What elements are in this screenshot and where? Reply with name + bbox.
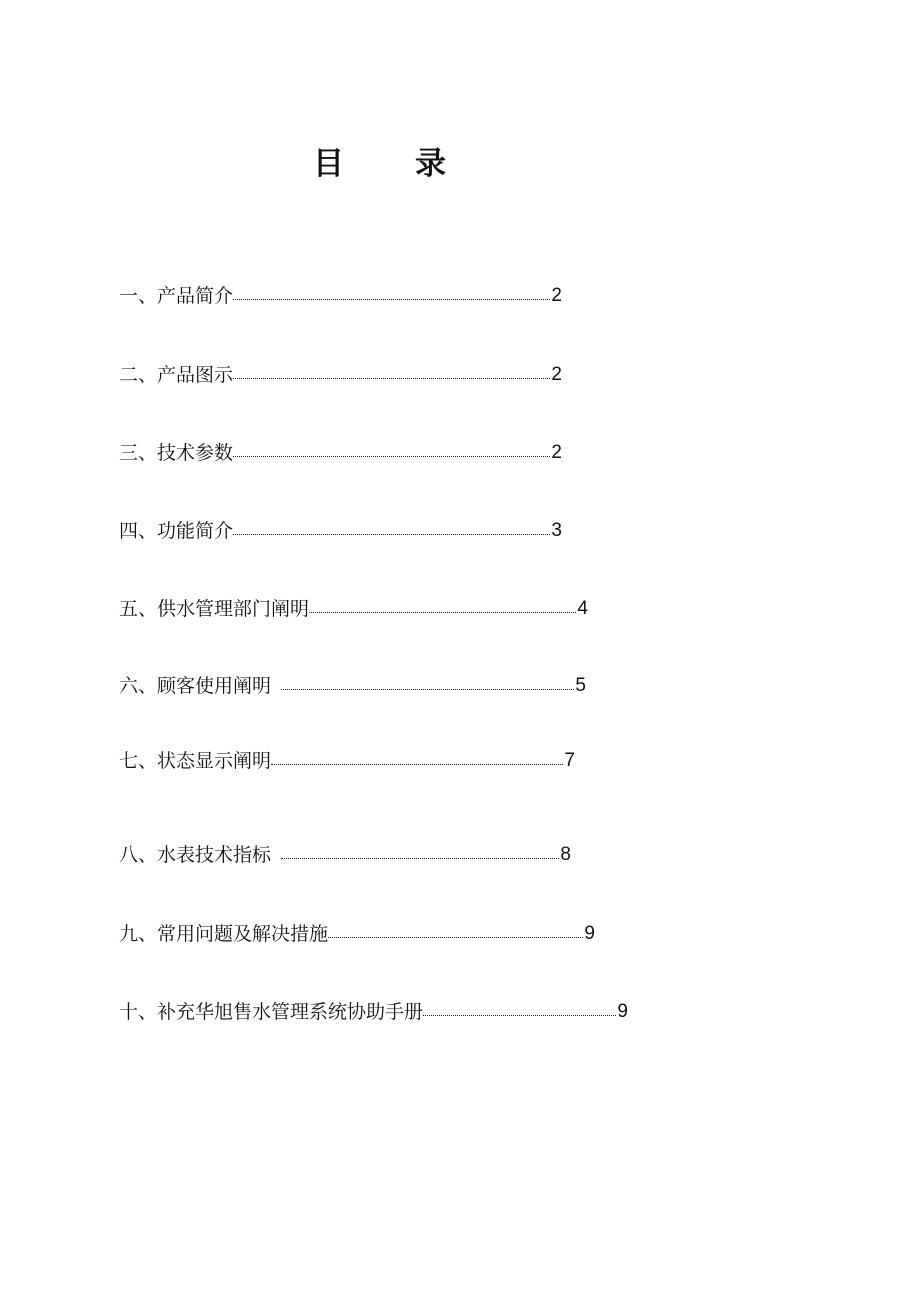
- dot-leader: [328, 919, 584, 949]
- dot-leader: [233, 438, 551, 468]
- toc-entry-page: 2: [551, 442, 562, 463]
- toc-entry-page: 7: [564, 750, 575, 771]
- toc-entry-page: 9: [617, 1001, 628, 1022]
- dot-leader: [281, 840, 560, 870]
- toc-entry-10[interactable]: [119, 997, 628, 1027]
- toc-entry-9[interactable]: [119, 919, 595, 949]
- toc-entry-2[interactable]: [119, 360, 562, 390]
- dot-leader: [423, 997, 617, 1027]
- dot-leader: [233, 360, 551, 390]
- toc-title: [0, 142, 920, 186]
- toc-entry-label: 八、水表技术指标: [119, 844, 272, 866]
- dot-leader: [271, 746, 564, 776]
- toc-entry-label: 九、常用问题及解决措施: [119, 923, 329, 945]
- toc-entry-label: 三、技术参数: [119, 442, 234, 464]
- toc-entry-1[interactable]: [119, 281, 562, 311]
- toc-entry-label: 一、产品简介: [119, 285, 234, 307]
- toc-entry-3[interactable]: [119, 438, 562, 468]
- toc-entry-label: 二、产品图示: [119, 364, 234, 386]
- dot-leader: [281, 671, 575, 701]
- toc-entry-label: 五、供水管理部门阐明: [119, 598, 310, 620]
- toc-entry-page: 5: [575, 675, 586, 696]
- toc-entry-7[interactable]: [119, 746, 575, 776]
- dot-leader: [233, 516, 551, 546]
- toc-entry-5[interactable]: [119, 594, 588, 624]
- toc-entry-8[interactable]: [119, 840, 571, 870]
- toc-entry-6[interactable]: [119, 671, 586, 701]
- dot-leader: [233, 281, 551, 311]
- toc-entry-page: 8: [560, 844, 571, 865]
- toc-entry-page: 3: [551, 520, 562, 541]
- toc-entry-label: 六、顾客使用阐明: [119, 675, 272, 697]
- toc-entry-label: 十、补充华旭售水管理系统协助手册: [119, 1001, 424, 1023]
- toc-entry-page: 4: [577, 598, 588, 619]
- toc-entry-page: 2: [551, 364, 562, 385]
- toc-entry-page: 2: [551, 285, 562, 306]
- toc-entry-4[interactable]: [119, 516, 562, 546]
- toc-entry-page: 9: [584, 923, 595, 944]
- toc-entry-label: 七、状态显示阐明: [119, 750, 272, 772]
- title-char-1: 目: [313, 146, 344, 182]
- dot-leader: [309, 594, 577, 624]
- toc-entry-label: 四、功能简介: [119, 520, 234, 542]
- title-char-2: 录: [415, 146, 446, 182]
